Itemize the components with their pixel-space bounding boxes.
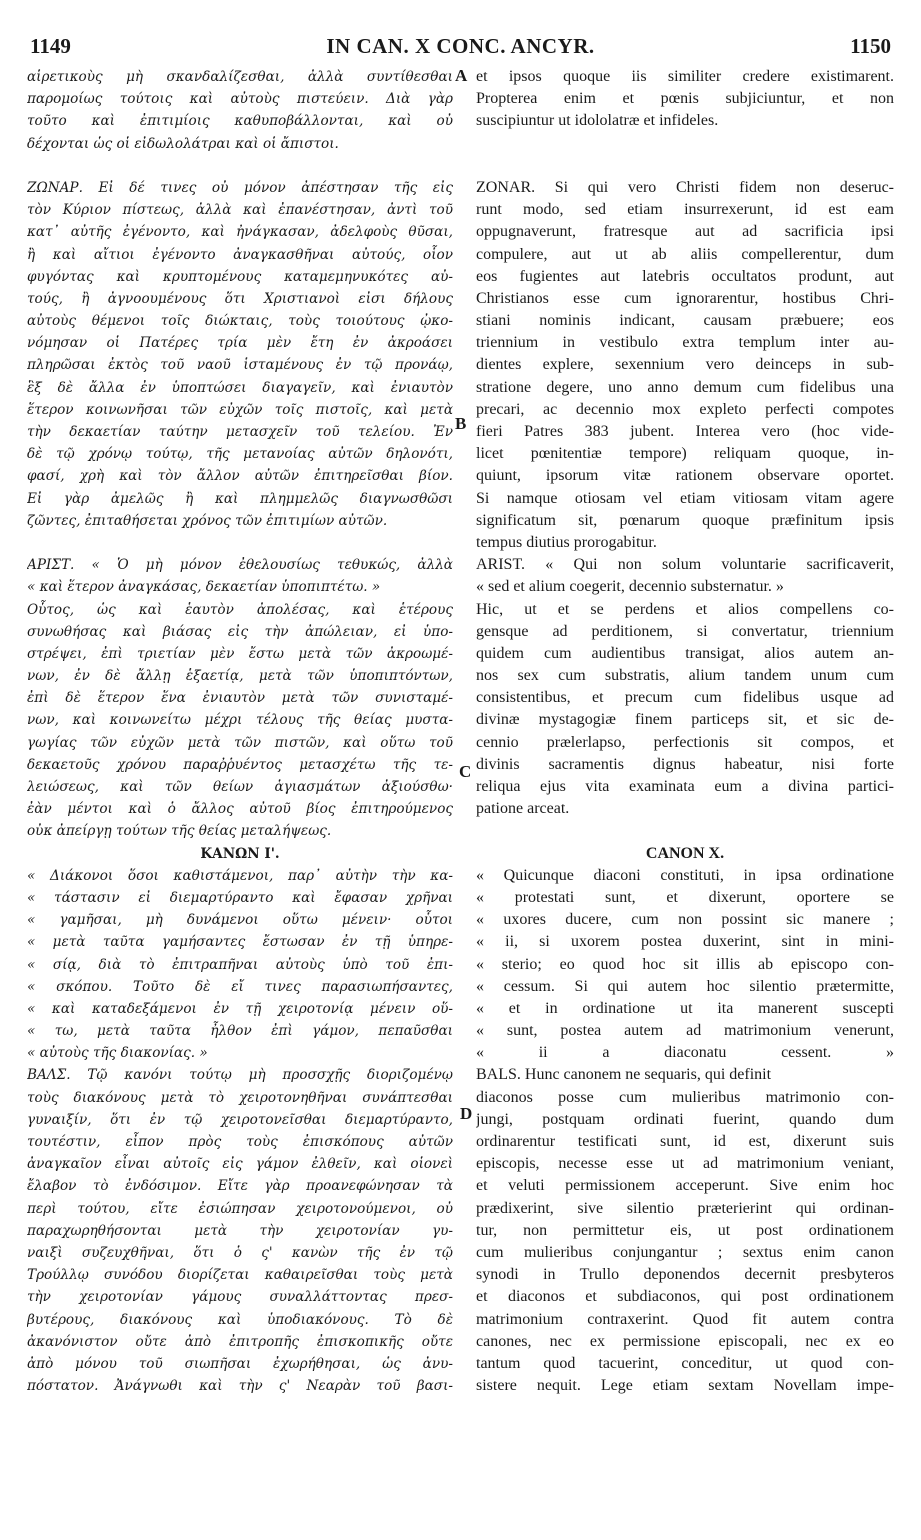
- latin-column: [476, 66, 894, 1397]
- text-line: περὶ τούτου, εἴτε ἐσιώπησαν χειροτονούμενοι, οὐ: [27, 1200, 453, 1217]
- text-line: κατ᾽ αὐτῆς ἐγένοντο, καὶ ἠνάγκασαν, ἀδελφοὺς θῦσαι,: [27, 224, 453, 241]
- running-header: [30, 34, 891, 62]
- text-line: ἀναγκαῖον εἶναι αὐτοῖς εἰς γάμον ἐλθεῖν, καὶ οἱονεὶ: [27, 1156, 453, 1173]
- text-line: ἐπὶ δὲ ἕτερον ἕνα ἐνιαυτὸν μετὰ τῶν συνισταμέ-: [27, 690, 453, 707]
- text-line: τοῦτο καὶ ἐπιτιμίοις καθυποβάλλονται, καὶ οὐ: [27, 113, 453, 130]
- text-line: ZONAR. Si qui vero Christi fidem non deseruc-: [476, 178, 894, 196]
- running-title: IN CAN. X CONC. ANCYR.: [326, 34, 595, 58]
- text-line: runt modo, sed etiam insurrexerunt, id est eam: [476, 201, 894, 219]
- text-line: precari, ac decennio mox expleto perfecti compotes: [476, 400, 894, 418]
- text-line: τοὺς διακόνους μετὰ τὸ χειροτονηθῆναι συνάπτεσθαι: [27, 1089, 453, 1106]
- text-line: reliqua ejus vita examinata eum a divina partici-: [476, 778, 894, 795]
- paragraph-gap: [476, 155, 894, 177]
- text-line: Τρούλλῳ συνόδου διορίζεται καθαιρεῖσθαι τοὺς μετὰ: [27, 1267, 453, 1284]
- text-line: « καὶ καταδεξάμενοι ἐν τῇ χειροτονίᾳ μένειν οὕ-: [27, 1000, 453, 1017]
- text-line: cennio prælerlapso, perfectionis sit compos, et: [476, 733, 894, 751]
- text-line: tantum quod tacuerint, conceditur, ut quod con-: [476, 1354, 894, 1372]
- text-line: γυναιξίν, ὅτι ἐν τῷ χειροτονεῖσθαι διεμαρτύραντο,: [27, 1111, 453, 1128]
- paragraph-gap: [476, 820, 894, 842]
- text-line: quidem cum audientibus transigat, alios autem an-: [476, 644, 894, 662]
- text-line: synodi in Trullo deponendos decernit presbyteros: [476, 1266, 894, 1284]
- text-line: οὐκ ἀπείργῃ τούτων τῆς θείας μεταλήψεως.: [27, 823, 332, 840]
- text-line: sistere nequit. Lege etiam sextam Novellam impe-: [476, 1377, 894, 1395]
- text-line: « γαμῆσαι, μὴ δυνάμενοι οὕτω μένειν· οὗτοι: [27, 912, 453, 929]
- text-line: « sunt, postea autem ad matrimonium venerunt,: [476, 1022, 894, 1040]
- text-line: τούς, ἢ ἀγνοουμένους ὅτι Χριστιανοὶ εἰσι δήλους: [27, 290, 453, 307]
- text-line: suscipiuntur ut idololatræ et infideles.: [476, 112, 719, 130]
- section-heading: ΚΑΝΩΝ Ι'.: [200, 845, 280, 862]
- text-line: φασί, χρὴ καὶ τὸν ἄλλον αὐτῶν ἐπιτηρεῖσθαι βίον.: [27, 468, 453, 485]
- text-line: « σκόπου. Τοῦτο δὲ εἴ τινες παρασιωπήσαντες,: [27, 978, 453, 995]
- text-line: ἕτερον κοινωνῆσαι τῶν εὐχῶν τοῖς πιστοῖς, καὶ μετὰ: [27, 401, 453, 418]
- section-heading: CANON X.: [645, 844, 725, 862]
- text-line: tur, non permittetur eis, ut post ordinationem: [476, 1221, 894, 1239]
- text-line: tempus diutius prorogabitur.: [476, 533, 657, 551]
- text-line: ordinarentur testificati sunt, id est, dixerunt suis: [476, 1133, 894, 1150]
- text-line: γωγίας τῶν εὐχῶν μετὰ τῶν πιστῶν, καὶ οὕτω τοῦ: [27, 734, 453, 751]
- text-line: Propterea enim et pœnis subjiciuntur, et non: [476, 90, 894, 108]
- text-line: ΒΑΛΣ. Τῷ κανόνι τούτῳ μὴ προσσχῇς διοριζομένῳ: [27, 1067, 453, 1084]
- text-line: ζῶντες, ἐπιταθήσεται χρόνος τῶν ἐπιτιμίων αὐτῶν.: [27, 512, 388, 529]
- text-line: φυγόντας καὶ κρυπτομένους καταμεμηνυκότες αὐ-: [27, 268, 453, 285]
- text-line: ἢ καὶ αἴτιοι ἐγένοντο ἀναγκασθῆναι αὐτούς, οἷον: [27, 246, 453, 263]
- text-line: Christianos esse cum ignorarentur, hostibus Chri-: [476, 289, 894, 307]
- text-line: νων, καὶ κοινωνείτω μέχρι τέλους τῆς θείας μυστα-: [27, 712, 453, 729]
- text-line: ἀπὸ μόνου τοῦ σιωπῆσαι ἐχωρήθησαι, ὡς ἀνυ-: [27, 1355, 453, 1372]
- text-line: divinæ mystagogiæ finem particeps sit, et sic de-: [476, 711, 894, 729]
- text-line: matrimonium contraxerint. Quod fit autem contra: [476, 1310, 894, 1328]
- margin-letter-c: C: [459, 762, 472, 781]
- text-line: ναιξὶ συζευχθῆναι, ὅτι ὁ ς' κανὼν τῆς ἐν τῷ: [27, 1244, 453, 1261]
- text-line: « cessum. Si qui autem hoc silentio prætermitte,: [476, 977, 894, 995]
- text-line: episcopis, necesse esse ut ad matrimonium veniant,: [476, 1155, 894, 1173]
- text-line: canones, nec ex permissione episcopali, nec ex eo: [476, 1332, 894, 1350]
- text-line: « Διάκονοι ὅσοι καθιστάμενοι, παρ᾽ αὐτὴν τὴν κα-: [27, 867, 453, 884]
- text-line: et ipsos quoque iis similiter credere existimarent.: [476, 68, 894, 85]
- text-line: eos fugientes aut latebris occultatos produnt, aut: [476, 267, 894, 285]
- page-number-right: 1150: [850, 34, 891, 58]
- text-line: gensque ad perditionem, si convertatur, triennium: [476, 622, 894, 640]
- text-line: παρομοίως τούτοις καὶ αὐτοὺς πιστεύειν. Διὰ γὰρ: [27, 91, 453, 108]
- text-line: τὴν χειροτονίαν γάμους συναλλάττοντας πρεσ-: [27, 1289, 453, 1306]
- text-line: « αὐτοὺς τῆς διακονίας. »: [27, 1045, 208, 1062]
- text-line: « ii a diaconatu cessent. »: [476, 1044, 894, 1062]
- text-line: ΖΩΝΑΡ. Εἰ δέ τινες οὐ μόνον ἀπέστησαν τῆς εἰς: [27, 179, 453, 196]
- text-line: divinis sacramentis dignus habeatur, nisi forte: [476, 755, 894, 773]
- text-line: patione arceat.: [476, 800, 570, 818]
- text-line: νων, ἐν δὲ ἄλλῃ ἑξαετίᾳ, μετὰ τῶν ὑποπιπτόντων,: [27, 668, 453, 685]
- text-line: consistentibus, et precum cum fidelibus usque ad: [476, 689, 894, 707]
- text-line: « τάστασιν εἰ διεμαρτύραντο καὶ ἔφασαν χρῆναι: [27, 889, 453, 906]
- text-line: significatum sit, pœnarum quoque præfinitum ipsis: [476, 511, 894, 529]
- text-line: « protestati sunt, et dixerunt, oportere se: [476, 888, 894, 906]
- text-line: Οὗτος, ὡς καὶ ἑαυτὸν ἀπολέσας, καὶ ἑτέρους: [27, 601, 453, 618]
- text-line: αὐτοὺς θέμενοι τοῖς διώκταις, τοὺς τοιούτους ᾠκο-: [27, 313, 453, 330]
- text-line: βυτέρους, διακόνους καὶ ὑποδιακόνους. Τὸ δὲ: [27, 1311, 453, 1328]
- text-line: « uxores ducere, cum non possint sic manere ;: [476, 911, 894, 929]
- greek-column: [27, 66, 453, 1397]
- text-line: παραχωρηθήσονται μετὰ τὴν χειροτονίαν γυ-: [27, 1222, 453, 1239]
- text-line: quiunt, ipsorum vitæ rationem observare oportet.: [476, 467, 894, 485]
- text-line: et diaconos et subdiaconos, qui post ordinationem: [476, 1288, 894, 1306]
- text-line: « τω, μετὰ ταῦτα ἦλθον ἐπὶ γάμον, πεπαῦσθαι: [27, 1023, 453, 1040]
- text-line: πόστατον. Ἀνάγνωθι καὶ τὴν ς' Νεαρὰν τοῦ βασι-: [27, 1378, 453, 1395]
- text-line: « μετὰ ταῦτα γαμήσαντες ἔστωσαν ἐν τῇ ὑπηρε-: [27, 934, 453, 951]
- text-line: dientes explere, sexennium vero deinceps in sub-: [476, 356, 894, 374]
- text-line: licet pœnitentiæ tempore) reliquam quoque, in-: [476, 445, 894, 463]
- paragraph-gap: [476, 133, 894, 155]
- text-line: « Quicunque diaconi constituti, in ipsa ordinatione: [476, 866, 894, 884]
- text-line: Hic, ut et se perdens et alios compellens co-: [476, 600, 894, 618]
- text-line: compulere, aut ut ab aliis compellerentur, dum: [476, 245, 894, 263]
- text-line: στρέψει, ἐπὶ τριετίαν μὲν ἔστω μετὰ τῶν ἀκροωμέ-: [27, 645, 453, 662]
- text-line: πληρῶσαι ἐκτὸς τοῦ ναοῦ ἱσταμένους ἐν τῷ προνάῳ,: [27, 357, 453, 374]
- text-line: αἱρετικοὺς μὴ σκανδαλίζεσθαι, ἀλλὰ συντίθεσθαι: [27, 69, 453, 85]
- text-line: δέχονται ὡς οἱ εἰδωλολάτραι καὶ οἱ ἄπιστοι.: [27, 135, 339, 152]
- text-line: « ii, si uxorem postea duxerint, sint in mini-: [476, 933, 894, 951]
- text-line: diaconos posse cum mulieribus matrimonio con-: [476, 1088, 894, 1106]
- text-line: prædixerint, sive silentio præterierint qui ordinan-: [476, 1199, 894, 1217]
- paragraph-gap: [27, 155, 453, 177]
- text-line: « sed et alium coegerit, decennio substernatur. »: [476, 578, 784, 596]
- text-line: ΑΡΙΣΤ. « Ὁ μὴ μόνον ἐθελουσίως τεθυκώς, ἀλλὰ: [27, 557, 453, 574]
- text-line: λειώσεως, καὶ τῶν θείων ἁγιασμάτων ἀξιούσθω·: [27, 779, 453, 795]
- text-line: « et in ordinatione ut ita manerent suscepti: [476, 999, 894, 1017]
- paragraph-gap: [27, 532, 453, 554]
- text-line: νόμησαν οἱ Πατέρες τρία μὲν ἔτη ἐν ἀκροάσει: [27, 335, 453, 352]
- text-line: τουτέστιν, εἶπον πρὸς τοὺς ἐπισκόπους αὐτῶν: [27, 1134, 453, 1150]
- text-line: jungi, postquam ordinati fuerint, quando dum: [476, 1110, 894, 1128]
- text-line: oppugnaverunt, fratresque aut ad sacrificia ipsi: [476, 223, 894, 241]
- text-line: BALS. Hunc canonem ne sequaris, qui definit: [476, 1066, 772, 1084]
- margin-letter-a: A: [455, 66, 468, 85]
- text-line: ἓξ δὲ ἄλλα ἐν ὑποπτώσει διαγαγεῖν, καὶ ἐνιαυτὸν: [27, 379, 453, 396]
- text-line: stiani nominis indicant, causam præbuere; eos: [476, 312, 894, 330]
- text-line: stratione degere, uno anno demum cum fidelibus una: [476, 378, 894, 396]
- text-line: nos sex cum substratis, alium tandem unum cum: [476, 667, 894, 685]
- text-line: συνωθήσας καὶ βιάσας εἰς τὴν ἀπώλειαν, εἰ ὑπο-: [27, 623, 453, 640]
- text-line: triennium in vestibulo extra templum inter au-: [476, 334, 894, 352]
- text-line: et veluti permissionem acceperunt. Sive enim hoc: [476, 1177, 894, 1195]
- text-line: δὲ τῷ χρόνῳ τούτῳ, τῆς μετανοίας αὐτῶν δηλονότι,: [27, 446, 453, 463]
- text-line: Si namque otiosam vel etiam vitiosam vitam agere: [476, 489, 894, 507]
- text-line: ἀκανόνιστον οὔτε ἀπὸ ἐπιτροπῆς ἐπισκοπικῆς οὔτε: [27, 1333, 453, 1350]
- text-line: τὸν Κύριον πίστεως, ἀλλὰ καὶ ἐπανέστησαν, ἀντὶ τοῦ: [27, 202, 453, 219]
- margin-letter-d: D: [460, 1104, 473, 1123]
- text-line: « καὶ ἕτερον ἀναγκάσας, δεκαετίαν ὑποπιπτέτω. »: [27, 579, 381, 596]
- text-line: cum mulieribus conjungantur ; sextus enim canon: [476, 1243, 894, 1261]
- text-line: Εἰ γὰρ ἀμελῶς ἢ καὶ πλημμελῶς διαγνωσθῶσι: [27, 490, 453, 507]
- text-line: ἔλαβον τὸ ἐνδόσιμον. Εἴτε γὰρ προανεφώνησαν τὰ: [27, 1178, 453, 1195]
- text-line: « σίᾳ, διὰ τὸ ἐπιτραπῆναι αὐτοὺς ὑπὸ τοῦ ἐπι-: [27, 956, 453, 973]
- text-line: ἐὰν μέντοι καὶ ὁ ἄλλος αὐτοῦ βίος ἐπιτηρούμενος: [27, 801, 453, 818]
- page-number-left: 1149: [30, 34, 71, 58]
- margin-letter-b: B: [455, 414, 467, 433]
- text-line: fieri Patres 383 jubent. Interea vero (hoc vide-: [476, 423, 894, 440]
- text-line: « sterio; eo quod hoc sit illis ab episcopo con-: [476, 955, 894, 973]
- text-line: ARIST. « Qui non solum voluntarie sacrificaverit,: [476, 556, 894, 574]
- text-line: δεκαετοῦς χρόνου παραῤῥυέντος μετασχέτω τῆς τε-: [27, 756, 453, 773]
- text-line: τὴν δεκαετίαν ταύτην μετασχεῖν τοῦ τελείου. Ἐν: [27, 424, 453, 440]
